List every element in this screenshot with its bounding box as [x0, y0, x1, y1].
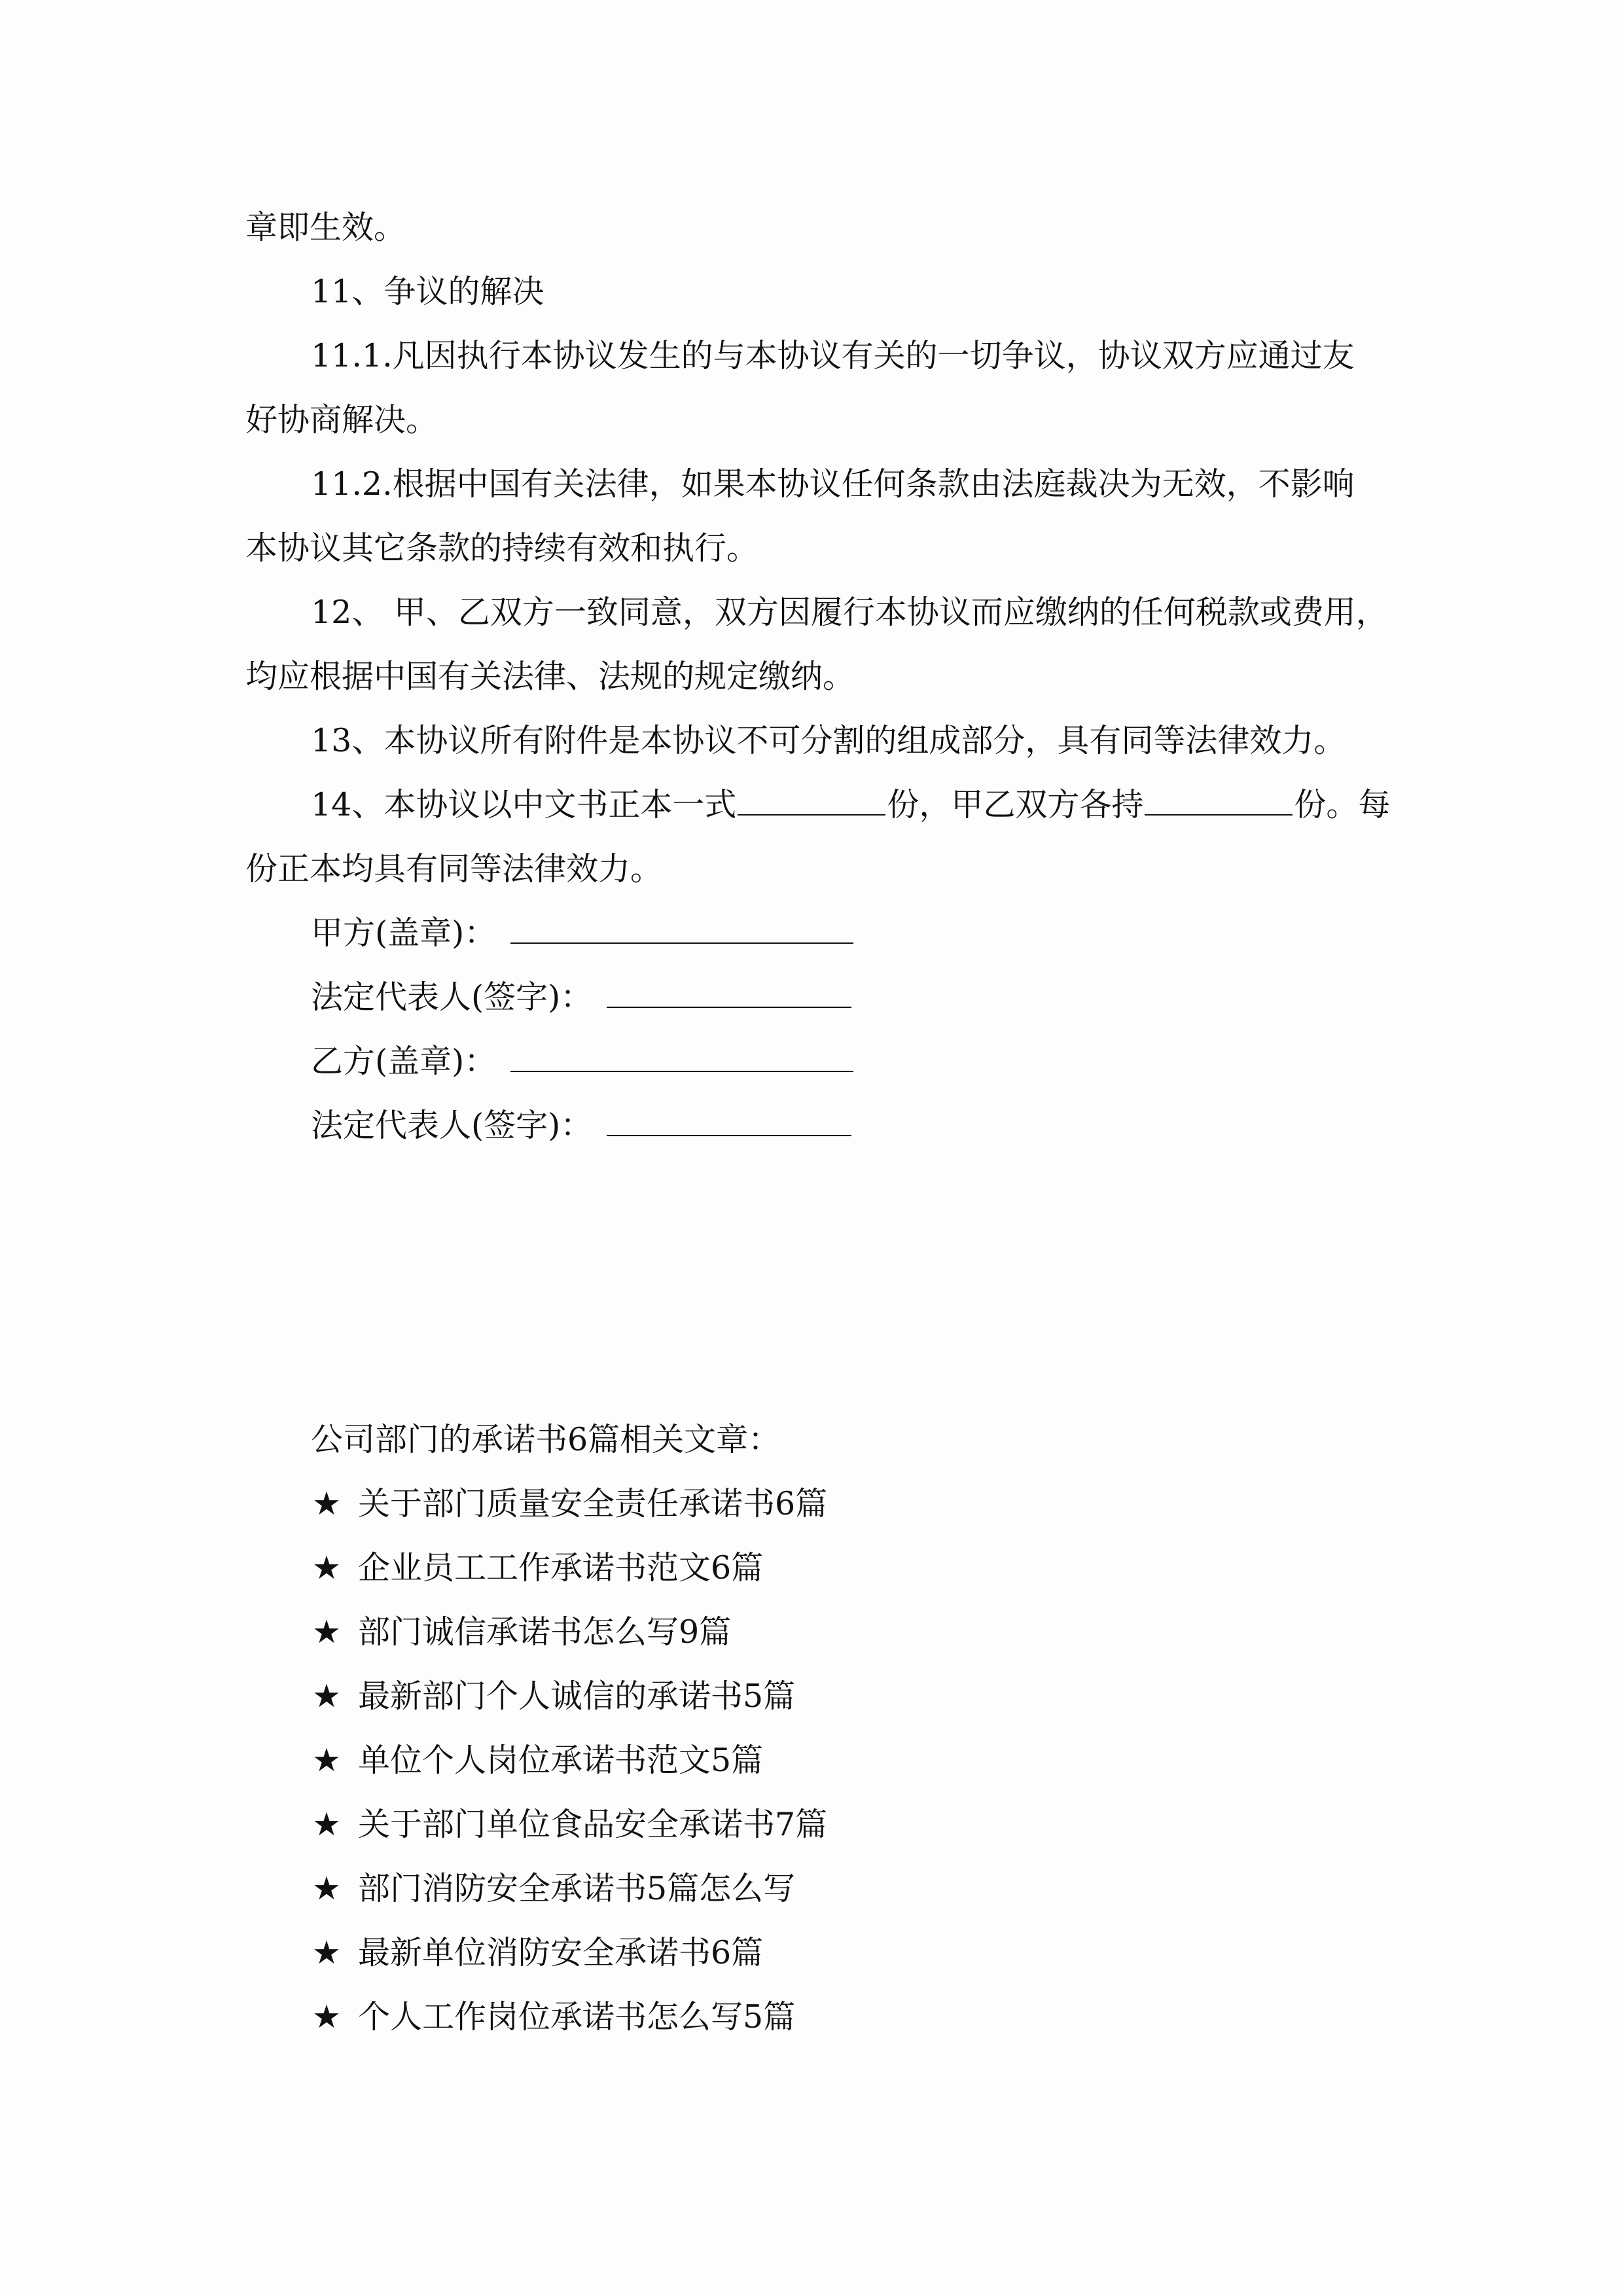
related-article-link[interactable] [311, 1741, 1450, 1780]
related-articles-heading: 公司部门的承诺书6篇相关文章： [311, 1421, 781, 1458]
party-b-rep-label: 法定代表人(签字)： [311, 1107, 593, 1144]
related-article-link[interactable] [311, 1869, 1450, 1909]
related-article-link[interactable] [311, 1484, 1450, 1524]
party-b-seal-field[interactable] [510, 1042, 853, 1072]
star-icon: ★ [312, 1549, 341, 1587]
clause-11-2-line-1: 11.2.根据中国有关法律，如果本协议任何条款由法庭裁决为无效，不影响 [311, 465, 1355, 503]
star-icon: ★ [312, 1485, 341, 1522]
related-article-title[interactable]: 关于部门单位食品安全承诺书7篇 [358, 1806, 828, 1843]
star-icon: ★ [312, 1742, 341, 1779]
related-article-link[interactable] [311, 1933, 1450, 1973]
related-article-title[interactable]: 最新单位消防安全承诺书6篇 [358, 1934, 764, 1971]
clause-11-2-line-2: 本协议其它条款的持续有效和执行。 [245, 529, 759, 567]
clause-11-1-line-2: 好协商解决。 [245, 401, 438, 439]
party-a-seal-label: 甲方(盖章)： [311, 914, 497, 952]
related-article-title[interactable]: 关于部门质量安全责任承诺书6篇 [358, 1485, 828, 1522]
clause-14-text-part3: 份。每 [1294, 786, 1391, 823]
related-article-link[interactable] [311, 1677, 1450, 1716]
star-icon: ★ [312, 1998, 341, 2036]
star-icon: ★ [312, 1934, 341, 1971]
party-a-seal-field[interactable] [510, 914, 853, 944]
party-a-rep-signature-field[interactable] [607, 978, 851, 1008]
related-article-title[interactable]: 单位个人岗位承诺书范文5篇 [358, 1742, 764, 1779]
clause-14-line-2: 份正本均具有同等法律效力。 [245, 850, 663, 888]
star-icon: ★ [312, 1677, 341, 1715]
clause-12-line-2: 均应根据中国有关法律、法规的规定缴纳。 [245, 658, 855, 695]
related-article-link[interactable] [311, 1549, 1450, 1588]
related-article-title[interactable]: 最新部门个人诚信的承诺书5篇 [358, 1677, 796, 1715]
signature-row-party-a-rep [311, 978, 1450, 1017]
party-a-rep-label: 法定代表人(签字)： [311, 978, 593, 1016]
related-article-link[interactable] [311, 1805, 1450, 1844]
related-article-link[interactable] [311, 1998, 1450, 2037]
clause-14-text-part2: 份，甲乙双方各持 [887, 786, 1144, 823]
clause-12-line-1: 12、 甲、乙双方一致同意，双方因履行本协议而应缴纳的任何税款或费用， [311, 594, 1388, 631]
section-heading-dispute-resolution: 11、争议的解决 [311, 273, 544, 310]
star-icon: ★ [312, 1613, 341, 1651]
related-article-title[interactable]: 企业员工工作承诺书范文6篇 [358, 1549, 764, 1587]
paragraph-line: 章即生效。 [245, 209, 406, 246]
party-b-rep-signature-field[interactable] [607, 1106, 851, 1136]
copies-each-blank[interactable] [1145, 785, 1293, 816]
related-article-link[interactable] [311, 1613, 1450, 1652]
copies-total-blank[interactable] [738, 785, 885, 816]
clause-14-text-part1: 14、本协议以中文书正本一式 [311, 786, 737, 823]
clause-11-1-line-1: 11.1.凡因执行本协议发生的与本协议有关的一切争议，协议双方应通过友 [311, 337, 1355, 374]
signature-row-party-a [311, 914, 1450, 953]
clause-14-line-1 [311, 785, 1450, 825]
party-b-seal-label: 乙方(盖章)： [311, 1043, 497, 1080]
star-icon: ★ [312, 1870, 341, 1907]
related-article-title[interactable]: 个人工作岗位承诺书怎么写5篇 [358, 1998, 796, 2036]
clause-13: 13、本协议所有附件是本协议不可分割的组成部分，具有同等法律效力。 [311, 722, 1346, 759]
signature-row-party-b-rep [311, 1106, 1450, 1145]
related-article-title[interactable]: 部门诚信承诺书怎么写9篇 [358, 1613, 732, 1651]
star-icon: ★ [312, 1806, 341, 1843]
signature-row-party-b [311, 1042, 1450, 1081]
related-article-title[interactable]: 部门消防安全承诺书5篇怎么写 [358, 1870, 796, 1907]
